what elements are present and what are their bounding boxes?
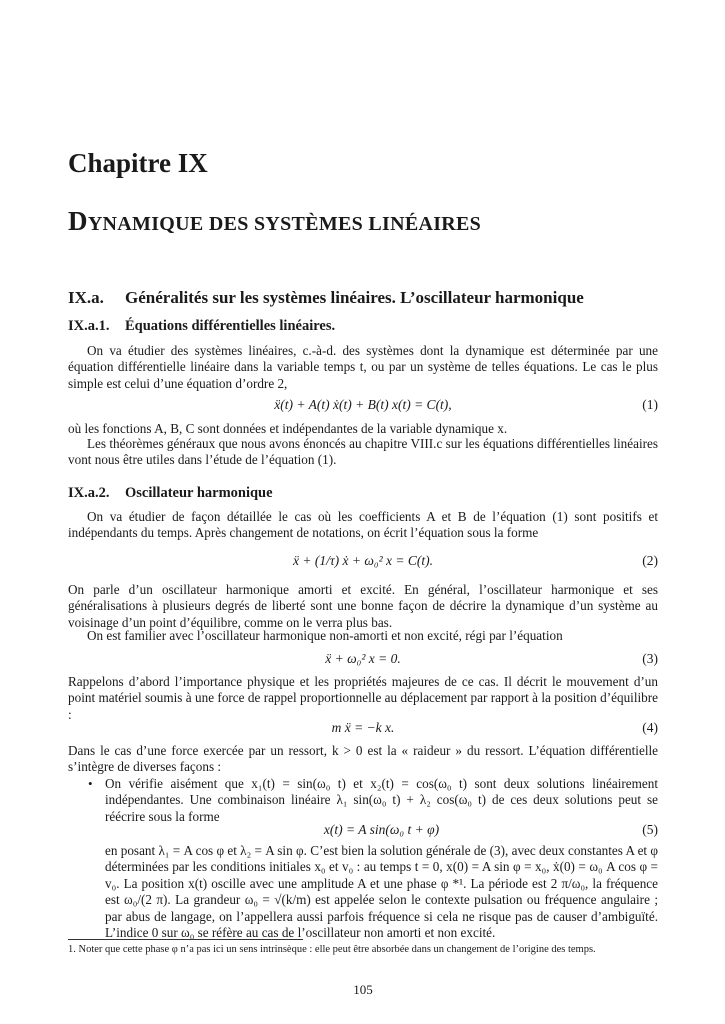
section-title: Généralités sur les systèmes linéaires. L’oscillateur harmonique	[125, 288, 584, 307]
equation-number: (4)	[642, 720, 658, 735]
bullet-paragraph: On vérifie aisément que x₁(t) = sin(ω₀ t) et x₂(t) = cos(ω₀ t) sont deux solutions linéairement indépendantes. Une combinaison linéaire λ₁ sin(ω₀ t) + λ₂ cos(ω₀ t) de ces deux solutions peut se réécrire sous la forme	[105, 776, 658, 824]
section-number: IX.a.	[68, 288, 104, 307]
paragraph: Rappelons d’abord l’importance physique et les propriétés majeures de ce cas. Il décrit le mouvement d’un point matériel soumis à une force de rappel proportionnelle au déplacement par rapport à la position d’équilibre :	[68, 674, 658, 722]
section-heading	[68, 288, 584, 308]
equation-number: (2)	[642, 553, 658, 568]
title-rest: YNAMIQUE DES SYSTÈMES LINÉAIRES	[87, 213, 482, 235]
title-initial: D	[68, 206, 88, 236]
equation-5	[105, 822, 658, 840]
subsection-title: Équations différentielles linéaires.	[125, 318, 336, 334]
equation-number: (3)	[642, 651, 658, 666]
paragraph: On va étudier des systèmes linéaires, c.-à-d. des systèmes dont la dynamique est déterminée par une équation différentielle linéaire dans la variable temps t, ou par un système de telles équations. Le cas le plus simple est celui d’une équation d’ordre 2,	[68, 343, 658, 391]
equation-expression: ẍ + ω₀² x = 0.	[325, 651, 401, 666]
chapter-title	[68, 206, 481, 237]
paragraph: On parle d’un oscillateur harmonique amorti et excité. En général, l’oscillateur harmonique et ses généralisations à plusieurs degrés de liberté sont une bonne façon de décrire la dynamique d’un système au voisinage d’un point d’équilibre, comme on le verra plus bas.	[68, 582, 658, 630]
footnote: 1. Noter que cette phase φ n’a pas ici un sens intrinsèque : elle peut être absorbée dans un changement de l’origine des temps.	[68, 944, 596, 955]
paragraph: où les fonctions A, B, C sont données et indépendantes de la variable dynamique x.	[68, 421, 508, 436]
subsection-number: IX.a.2.	[68, 485, 110, 501]
equation-4	[68, 720, 658, 738]
equation-expression: m ẍ = −k x.	[331, 720, 395, 735]
equation-number: (5)	[642, 822, 658, 837]
footnote-rule	[68, 939, 303, 940]
equation-3	[68, 651, 658, 669]
equation-1	[68, 397, 658, 415]
paragraph: Les théorèmes généraux que nous avons énoncés au chapitre VIII.c sur les équations différentielles linéaires vont nous être utiles dans l’étude de l’équation (1).	[68, 436, 658, 468]
bullet-marker: •	[88, 776, 93, 791]
subsection-heading-1	[68, 318, 335, 335]
equation-number: (1)	[642, 397, 658, 412]
chapter-label: Chapitre IX	[68, 148, 208, 178]
subsection-heading-2	[68, 485, 273, 502]
equation-expression: ẍ(t) + A(t) ẋ(t) + B(t) x(t) = C(t),	[274, 397, 452, 412]
paragraph: On est familier avec l’oscillateur harmonique non-amorti et non excité, régi par l’équation	[87, 628, 563, 643]
subsection-title: Oscillateur harmonique	[125, 485, 273, 501]
page-number: 105	[353, 982, 373, 997]
equation-expression: ẍ + (1/τ) ẋ + ω₀² x = C(t).	[292, 553, 434, 568]
paragraph: On va étudier de façon détaillée le cas où les coefficients A et B de l’équation (1) sont positifs et indépendants du temps. Après changement de notations, on écrit l’équation sous la forme	[68, 509, 658, 541]
bullet-paragraph: en posant λ₁ = A cos φ et λ₂ = A sin φ. C’est bien la solution générale de (3), avec deux constantes A et φ déterminées par les conditions initiales x₀ et v₀ : au temps t = 0, x(0) = A sin φ = x₀, ẋ(0) = ω₀ A cos φ = v₀. La position x(t) oscille avec une amplitude A et une phase φ *¹. La période est 2 π/ω₀, la fréquence est ω₀/(2 π). La grandeur ω₀ = √(k/m) est appelée selon le contexte pulsation ou fréquence angulaire ; par abus de langage, on l’appellera aussi parfois fréquence si cela ne risque pas de causer d’ambiguïté. L’indice 0 sur ω₀ se réfère au cas de l’oscillateur non amorti et non excité.	[105, 843, 659, 941]
equation-2	[68, 553, 658, 571]
subsection-number: IX.a.1.	[68, 318, 110, 334]
equation-expression: x(t) = A sin(ω₀ t + φ)	[323, 822, 440, 837]
paragraph: Dans le cas d’une force exercée par un ressort, k > 0 est la « raideur » du ressort. L’équation différentielle s’intègre de diverses façons :	[68, 743, 658, 775]
